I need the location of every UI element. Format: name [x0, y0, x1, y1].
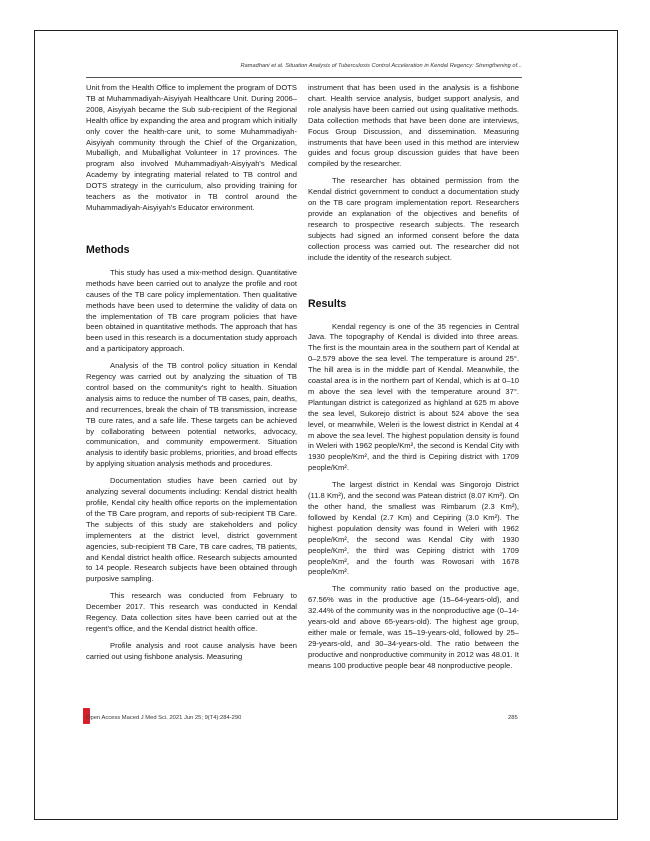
methods-paragraph-4: This research was conducted from February to December 2017. This research was conducted in Kendal Regency. Data collection sites have been carried out at the regent's office, and the Kendal district health office. — [86, 591, 297, 633]
footer-journal-citation: Open Access Maced J Med Sci. 2021 Jun 25; 9(T4):284-290 — [86, 715, 242, 721]
left-column — [86, 83, 297, 663]
results-paragraph-2: The largest district in Kendal was Singorojo District (11.8 Km²), and the second was Patean district (8.07 Km²). On the other hand, the smallest was Rimbarum (2.3 Km²), followed by Kendal (2.7 Km) and Cepiring (3.0 Km²). The highest population density was found in Weleri with 1962 people/Km², the second was Kendal City with 1930 people/Km², the third was Cepiring district with 1709 people/Km², and the fourth was Rowosari with 1678 people/Km². — [308, 480, 519, 577]
header-rule — [86, 77, 522, 78]
footer-page-number: 285 — [508, 715, 518, 721]
right-column — [308, 83, 519, 672]
methods-paragraph-3: Documentation studies have been carried out by analyzing several documents including: Kendal district health profile, Kendal city health office reports on the implementation of the TB Care program, and reports of sub-recipient TB Care. The subjects of this study are stakeholders and policy implementers at the district level, district government agencies, sub-recipient TB Care, TB care cadres, TB patients, and Kendal district health office. Research subjects amounted to 14 people. Research subjects have been obtained through purposive sampling. — [86, 476, 297, 584]
methods-paragraph-5: Profile analysis and root cause analysis have been carried out using fishbone analysis. Measuring — [86, 640, 297, 661]
methods-heading: Methods — [86, 243, 130, 256]
methods-paragraph-2: Analysis of the TB control policy situation in Kendal Regency was carried out by analyzing the situation of TB control based on the community's right to health. Situation analysis aims to reduce the number of TB cases, pain, deaths, and recurrences, break the chain of TB transmission, increase TB cure rates, and a safe life. These targets can be achieved by collaborating between potential networks, advocacy, communication, and community empowerment. Situation analysis to identify basic problems, priorities, and broad effects by applying situation analysis methods and procedures. — [86, 361, 297, 469]
running-header: Ramadhani et al. Situation Analysis of Tuberculosis Control Acceleration in Kendal Regency: Strengthening of... — [240, 63, 522, 69]
intro-paragraph: Unit from the Health Office to implement the program of DOTS TB at Muhammadiyah-Aisyiyah Healthcare Unit. During 2006–2008, Aisyiyah became the Sub sub-recipient of the Regional Health office by expanding the area and program which initially only cover the health-care unit, to some Muhammadiyah-Aisyiyah community through the Chief of the Organization, Muballigh, and Muballighat Volunteer in 17 provinces. The program also involved Muhammadiyah-Aisyiyah's Medical Academy by integrating material related to TB control and DOTS strategy in the curriculum, also providing training for teachers as the motivator in TB control around the Muhammadiyah-Aisyiyah's Educator environment. — [86, 83, 297, 212]
right-paragraph-1: instrument that has been used in the analysis is a fishbone chart. Health service analysis, budget support analysis, and role analysis have been carried out using qualitative methods. Data collection methods that have been done are interviews, Focus Group Discussion, and dissemination. Measuring instruments that have been used in this method are interview guides and focus group discussion guides that have been compiled by the researcher. — [308, 83, 519, 169]
results-heading: Results — [308, 297, 347, 310]
right-paragraph-2: The researcher has obtained permission from the Kendal district government to conduct a documentation study on the TB care program implementation report. Researchers provide an explanation of the objectives and benefits of research to prospective research subjects. The research subjects had signed an informed consent before the data collection process was carried out. The researcher did not include the identity of the research subject. — [308, 176, 519, 262]
methods-paragraph-1: This study has used a mix-method design. Quantitative methods have been carried out to analyze the profile and root causes of the TB care policy implementation. Then qualitative methods have been used to determine the validity of data on the implementation of TB care program policies that have been obtained in quantitative methods. The approach that has been used in this research is a documentation study approach and a participatory approach. — [86, 267, 297, 354]
results-paragraph-3: The community ratio based on the productive age, 67.56% was in the productive age (15–64-years-old), and 32.44% of the community was in the nonproductive age (0–14-years-old and above 65-years-old). The highest age group, either male or female, was 15–19-years-old, followed by 25–29-years-old, and 30–34-years-old. The ratio between the productive and nonproductive community in 2012 was 48.01. It means 100 productive people bear 48 nonproductive people. — [308, 584, 519, 670]
results-paragraph-1: Kendal regency is one of the 35 regencies in Central Java. The topography of Kendal is divided into three areas. The first is the mountain area in the southern part of Kendal at 0–2.579 above the sea level. The temperature is around 25°. The hill area is in the middle part of Kendal. Meanwhile, the coastal area is in the northern part of Kendal, which is at 0–10 m above the sea level with the temperature around 37°. Plantungan district is categorized as highland at 625 m above the sea level, Sukorejo district is about 524 above the sea level, or meanwhile, Weleri is the lowest district in Kendal at 4 m above the sea level. The highest population density is found in Weleri with 1962 people/Km², the second is Kendal City with 1930 people/Km², and the third is Cepiring district with 1709 people/Km². — [308, 321, 519, 473]
